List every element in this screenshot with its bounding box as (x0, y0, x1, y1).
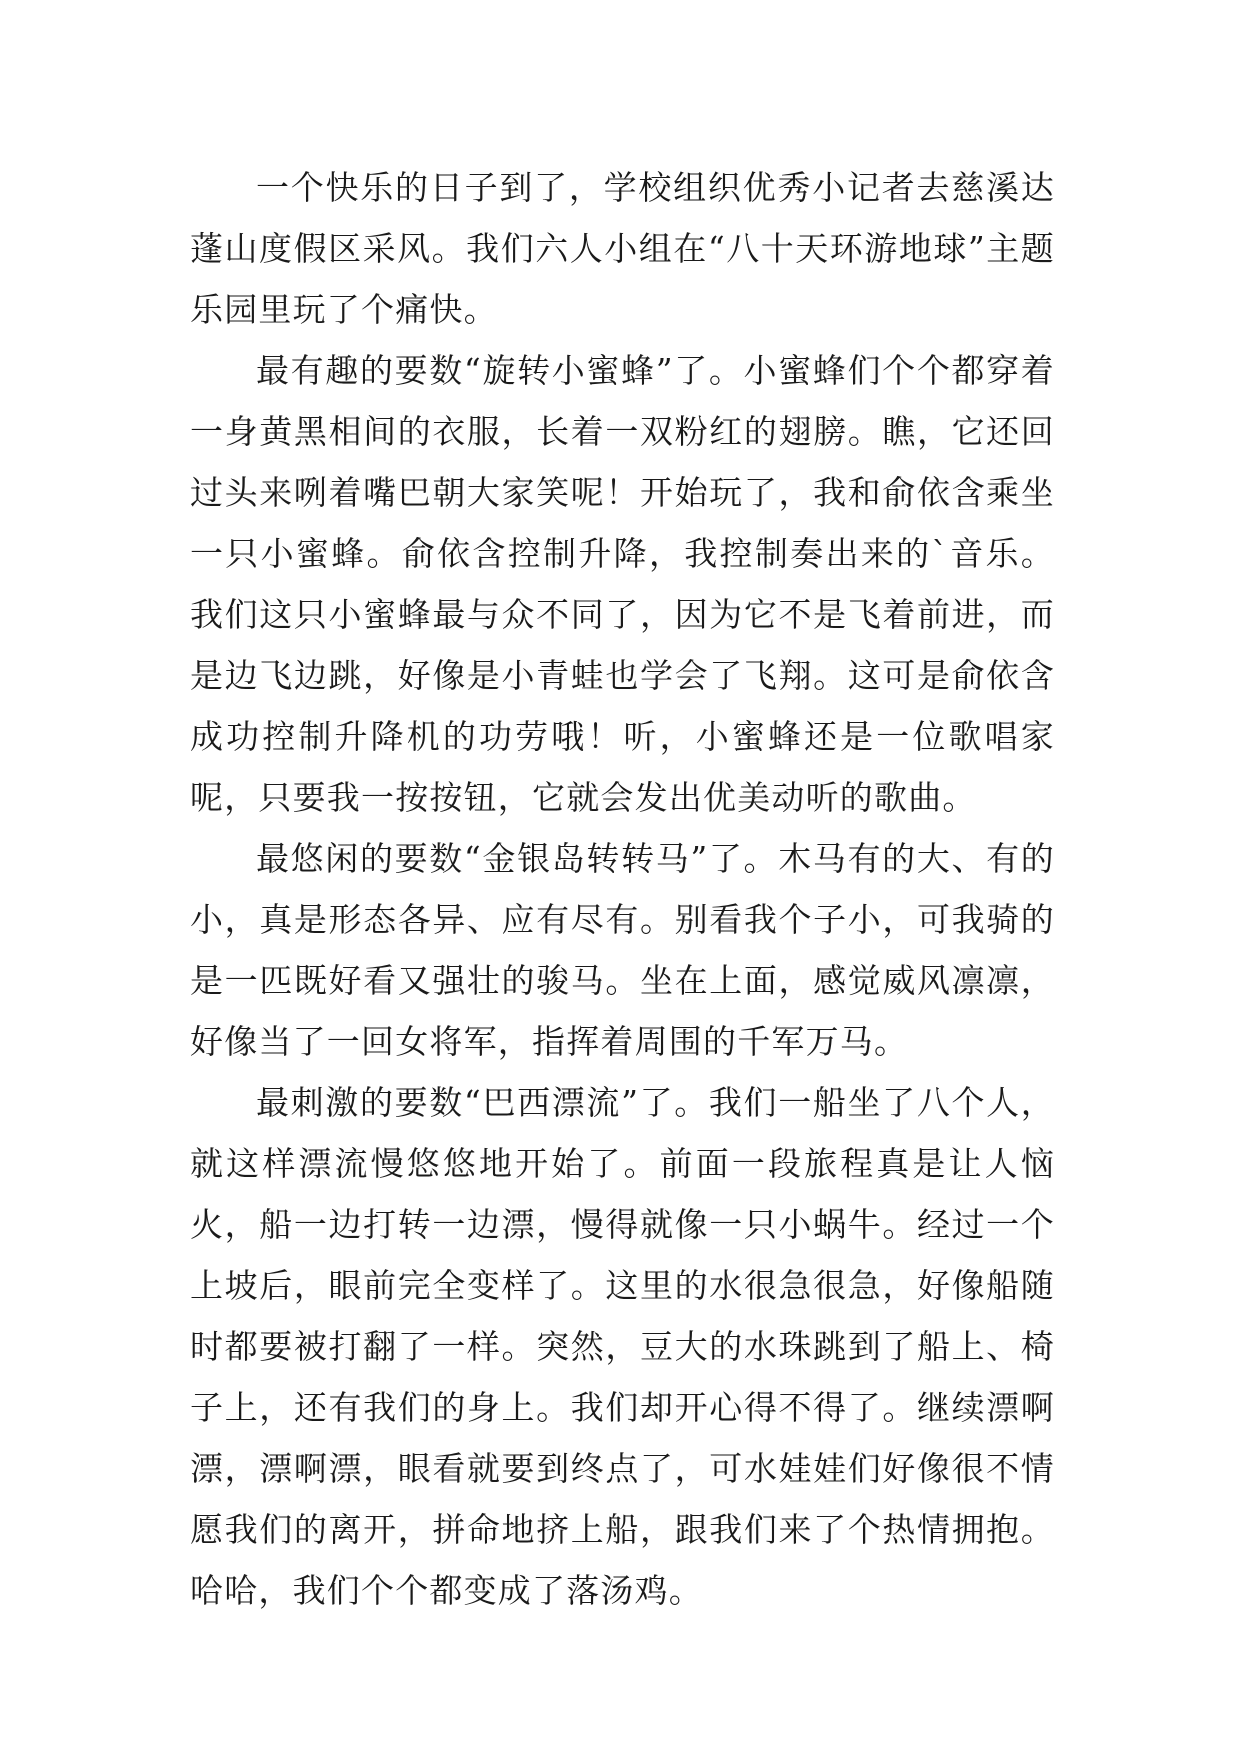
paragraph-intro: 一个快乐的日子到了，学校组织优秀小记者去慈溪达蓬山度假区采风。我们六人小组在“八十天环游地球”主题乐园里玩了个痛快。 (190, 168, 1055, 329)
paragraph-carousel: 最悠闲的要数“金银岛转转马”了。木马有的大、有的小，真是形态各异、应有尽有。别看我个子小，可我骑的是一匹既好看又强壮的骏马。坐在上面，感觉威风凛凛，好像当了一回女将军，指挥着周围的千军万马。 (190, 839, 1055, 1061)
article-body (190, 157, 1055, 1621)
paragraph-spinning-bee: 最有趣的要数“旋转小蜜蜂”了。小蜜蜂们个个都穿着一身黄黑相间的衣服，长着一双粉红的翅膀。瞧，它还回过头来咧着嘴巴朝大家笑呢！开始玩了，我和俞依含乘坐一只小蜜蜂。俞依含控制升降，我控制奏出来的`音乐。我们这只小蜜蜂最与众不同了，因为它不是飞着前进，而是边飞边跳，好像是小青蛙也学会了飞翔。这可是俞依含成功控制升降机的功劳哦！听，小蜜蜂还是一位歌唱家呢，只要我一按按钮，它就会发出优美动听的歌曲。 (190, 351, 1055, 817)
paragraph-rafting: 最刺激的要数“巴西漂流”了。我们一船坐了八个人，就这样漂流慢悠悠地开始了。前面一段旅程真是让人恼火，船一边打转一边漂，慢得就像一只小蜗牛。经过一个上坡后，眼前完全变样了。这里的水很急很急，好像船随时都要被打翻了一样。突然，豆大的水珠跳到了船上、椅子上，还有我们的身上。我们却开心得不得了。继续漂啊漂，漂啊漂，眼看就要到终点了，可水娃娃们好像很不情愿我们的离开，拼命地挤上船，跟我们来了个热情拥抱。哈哈，我们个个都变成了落汤鸡。 (190, 1083, 1055, 1610)
